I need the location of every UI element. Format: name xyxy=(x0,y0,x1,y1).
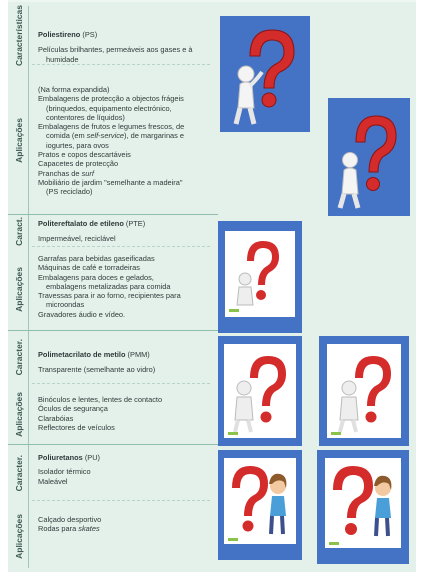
image-panel-ps-2 xyxy=(328,98,410,216)
label-applications-ps: Aplicações xyxy=(14,117,24,163)
image-panel-ps-1 xyxy=(220,16,310,132)
label-characteristics-ps: Características xyxy=(14,4,24,66)
section-title: Poliestireno xyxy=(38,30,81,39)
label-characteristics-pte: Caract. xyxy=(14,216,24,246)
image-panel-pmm-1 xyxy=(218,336,302,446)
ps-applications: (Na forma expandida) Embalagens de protecção a objectos frágeis (brinquedos, equipamento electrónico, contentores de líquidos) Embalagens de frutos e legumes frescos, de comida (em self-service), de margarinas e iogurtes, para ovos Pratos e copos descartáveis Capacetes de protecção Pranchas de surf Mobiliário de jardim "semelhante a madeira" (PS reciclado) xyxy=(38,85,185,197)
subsection-divider-3 xyxy=(32,383,210,384)
label-applications-pu: Aplicações xyxy=(14,513,24,559)
image-panel-pu-2 xyxy=(317,450,409,564)
subsection-divider-1 xyxy=(32,64,210,65)
section-divider-2 xyxy=(8,330,218,331)
pte-applications: Garrafas para bebidas gaseificadas Máquinas de café e torradeiras Embalagens para doces e gelados, embalagens metalizadas para comida Travessas para ir ao forno, recipientes para microondas Gravadores áudio e vídeo. xyxy=(38,254,181,319)
section-divider-1 xyxy=(8,214,218,215)
subsection-divider-4 xyxy=(32,500,210,501)
question-girl-icon xyxy=(224,458,296,544)
label-characteristics-pu: Caracter. xyxy=(14,454,24,492)
question-figure-small-icon xyxy=(225,231,295,317)
subsection-divider-2 xyxy=(32,246,210,247)
pu-characteristics: Poliuretanos (PU) Isolador térmico Maleável xyxy=(38,453,101,486)
section-title: Poliuretanos xyxy=(38,453,83,462)
pmm-characteristics: Polimetacrilato de metilo (PMM) Transparente (semelhante ao vidro) xyxy=(38,350,156,375)
image-panel-pmm-2 xyxy=(319,336,409,446)
label-applications-pmm: Aplicações xyxy=(14,391,24,437)
question-figure-icon xyxy=(327,344,401,438)
pte-characteristics: Politereftalato de etileno (PTE) Impermeável, reciclável xyxy=(38,219,146,244)
question-girl-icon xyxy=(325,458,401,548)
question-figure-icon xyxy=(328,98,410,216)
label-column-divider xyxy=(28,6,29,568)
section-divider-3 xyxy=(8,444,218,445)
label-characteristics-pmm: Caracter. xyxy=(14,338,24,376)
image-panel-pte xyxy=(218,221,302,333)
pmm-applications: Binóculos e lentes, lentes de contacto Óculos de segurança Clarabóias Reflectores de veículos xyxy=(38,395,163,432)
pu-applications: Calçado desportivo Rodas para skates xyxy=(38,515,102,534)
question-figure-icon xyxy=(224,344,296,438)
image-panel-pu-1 xyxy=(218,450,302,560)
question-figure-icon xyxy=(220,16,310,132)
label-applications-pte: Aplicações xyxy=(14,266,24,312)
section-title: Polimetacrilato de metilo xyxy=(38,350,126,359)
section-title: Politereftalato de etileno xyxy=(38,219,124,228)
ps-characteristics: Poliestireno (PS) Películas brilhantes, permeáveis aos gases e à humidade xyxy=(38,30,193,64)
